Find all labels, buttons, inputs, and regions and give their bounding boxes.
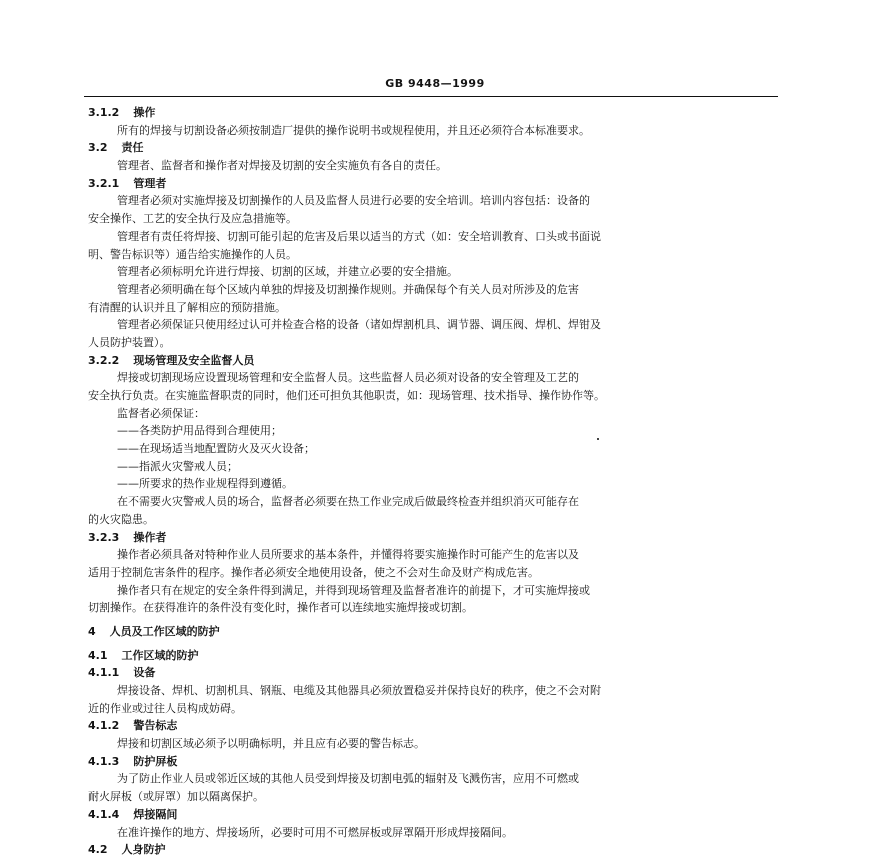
section-title: 人员及工作区域的防护 xyxy=(109,624,220,638)
section-number: 3.2.2 xyxy=(88,353,120,367)
section-heading xyxy=(88,717,780,735)
paragraph-line: 所有的焊接与切割设备必须按制造厂提供的操作说明书或规程使用，并且还必须符合本标准要求。 xyxy=(117,123,590,137)
section-title: 工作区域的防护 xyxy=(121,648,199,662)
paragraph-line: 管理者必须明确在每个区域内单独的焊接及切割操作规则。并确保每个有关人员对所涉及的危害 xyxy=(117,282,579,296)
section-number: 3.2.1 xyxy=(88,176,120,190)
section-number: 4.1.1 xyxy=(88,666,120,680)
paragraph-continuation: 切割操作。在获得准许的条件没有变化时，操作者可以连续地实施焊接或切割。 xyxy=(88,601,473,615)
paragraph-continuation: 有清醒的认识并且了解相应的预防措施。 xyxy=(88,300,286,314)
paragraph-continuation: 安全操作、工艺的安全执行及应急措施等。 xyxy=(88,212,297,226)
paragraph-line: 管理者必须保证只使用经过认可并检查合格的设备（诸如焊割机具、调节器、调压阀、焊机、焊钳及 xyxy=(117,318,601,332)
paragraph-line: 管理者、监督者和操作者对焊接及切割的安全实施负有各自的责任。 xyxy=(117,159,447,173)
section-title: 设备 xyxy=(133,666,156,680)
section-number: 4.1 xyxy=(88,648,108,662)
paragraph-line: 监督者必须保证： xyxy=(117,406,205,420)
header-rule xyxy=(84,96,778,97)
paragraph-continuation: 近的作业或过往人员构成妨碍。 xyxy=(88,701,242,715)
section-number: 4.1.4 xyxy=(88,807,120,821)
scan-speck xyxy=(597,438,599,440)
dash-list-item: ——指派火灾警戒人员； xyxy=(117,459,238,473)
paragraph-line: 在不需要火灾警戒人员的场合，监督者必须要在热工作业完成后做最终检查并组织消灭可能存在 xyxy=(117,495,579,509)
section-number: 4.1.2 xyxy=(88,719,120,733)
section-title: 现场管理及安全监督人员 xyxy=(133,353,255,367)
section-heading xyxy=(88,841,780,859)
paragraph-line: 为了防止作业人员或邻近区域的其他人员受到焊接及切割电弧的辐射及飞溅伤害，应用不可燃或 xyxy=(117,772,579,786)
section-heading xyxy=(88,647,780,665)
section-heading xyxy=(88,806,780,824)
section-title: 警告标志 xyxy=(133,719,178,733)
section-title: 人身防护 xyxy=(121,843,166,857)
section-number: 3.1.2 xyxy=(88,106,120,119)
section-heading xyxy=(88,664,780,682)
section-number: 4.1.3 xyxy=(88,754,120,768)
paragraph-continuation: 安全执行负责。在实施监督职责的同时，他们还可担负其他职责，如：现场管理、技术指导、操作协作等。 xyxy=(88,389,605,402)
paragraph-line: 焊接或切割现场应设置现场管理和安全监督人员。这些监督人员必须对设备的安全管理及工艺的 xyxy=(117,371,579,385)
paragraph-continuation: 耐火屏板（或屏罩）加以隔离保护。 xyxy=(88,790,264,804)
section-title: 防护屏板 xyxy=(133,754,178,768)
paragraph-continuation: 的火灾隐患。 xyxy=(88,512,154,526)
dash-list-item: ——各类防护用品得到合理使用； xyxy=(117,424,282,438)
dash-list-item: ——在现场适当地配置防火及灭火设备； xyxy=(117,442,315,456)
section-title: 操作 xyxy=(133,106,156,119)
section-heading xyxy=(88,104,780,122)
paragraph-line: 在准许操作的地方、焊接场所，必要时可用不可燃屏板或屏罩隔开形成焊接隔间。 xyxy=(117,825,513,839)
section-number: 3.2.3 xyxy=(88,530,120,544)
section-heading xyxy=(88,753,780,771)
section-title: 焊接隔间 xyxy=(133,807,178,821)
section-number: 4 xyxy=(88,624,96,638)
paragraph-line: 操作者必须具备对特种作业人员所要求的基本条件，并懂得将要实施操作时可能产生的危害以及 xyxy=(117,548,579,562)
paragraph-continuation: 明、警告标识等）通告给实施操作的人员。 xyxy=(88,247,297,261)
section-heading xyxy=(88,352,780,370)
page-header-standard-number: GB 9448—1999 xyxy=(385,77,485,90)
section-title: 管理者 xyxy=(133,176,167,190)
document-body xyxy=(88,104,780,859)
paragraph-line: 管理者必须对实施焊接及切割操作的人员及监督人员进行必要的安全培训。培训内容包括：设备的 xyxy=(117,194,590,208)
section-heading xyxy=(88,139,780,157)
paragraph-line: 操作者只有在规定的安全条件得到满足，并得到现场管理及监督者准许的前提下，才可实施焊接或 xyxy=(117,583,590,597)
paragraph-line: 管理者有责任将焊接、切割可能引起的危害及后果以适当的方式（如：安全培训教育、口头或书面说 xyxy=(117,229,601,243)
dash-list-item: ——所要求的热作业规程得到遵循。 xyxy=(117,477,293,491)
paragraph-continuation: 适用于控制危害条件的程序。操作者必须安全地使用设备，使之不会对生命及财产构成危害。 xyxy=(88,565,539,579)
paragraph-line: 焊接设备、焊机、切割机具、钢瓶、电缆及其他器具必须放置稳妥并保持良好的秩序，使之不会对附 xyxy=(117,684,601,697)
section-heading xyxy=(88,529,780,547)
paragraph-line: 焊接和切割区域必须予以明确标明，并且应有必要的警告标志。 xyxy=(117,737,425,751)
section-title: 责任 xyxy=(121,141,144,155)
section-title: 操作者 xyxy=(133,530,167,544)
section-heading xyxy=(88,175,780,193)
section-number: 3.2 xyxy=(88,141,108,155)
section-heading xyxy=(88,623,780,641)
paragraph-continuation: 人员防护装置）。 xyxy=(88,335,171,349)
paragraph-line: 管理者必须标明允许进行焊接、切割的区域，并建立必要的安全措施。 xyxy=(117,265,458,279)
section-number: 4.2 xyxy=(88,843,108,857)
